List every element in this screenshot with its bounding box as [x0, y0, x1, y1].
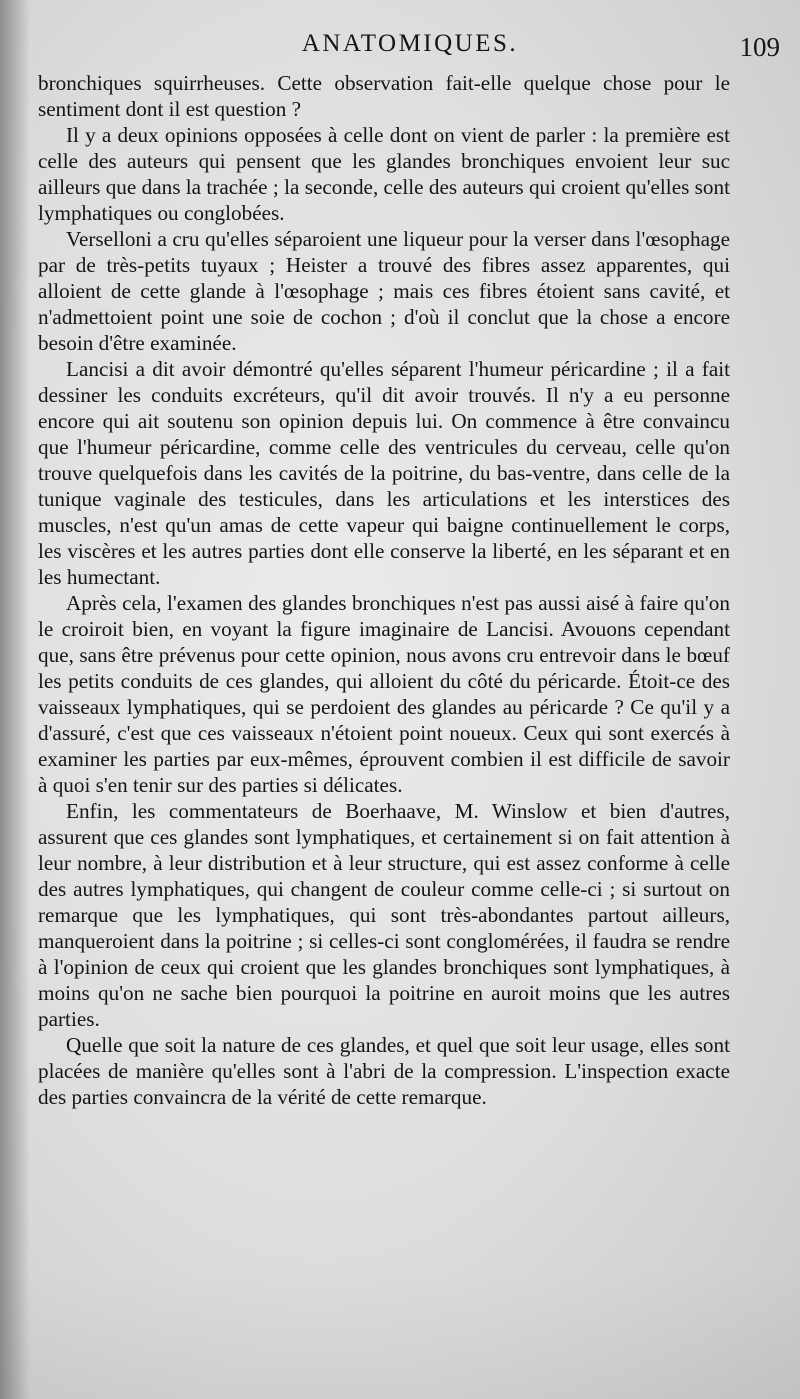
paragraph: Quelle que soit la nature de ces glandes, et quel que soit leur usage, elles sont placées de manière qu'elles sont à l'abri de la compression. L'inspection exacte des parties convaincra de la vérité de cette remarque.: [38, 1033, 730, 1109]
page-number: 109: [739, 32, 780, 62]
bottom-margin: [0, 1269, 800, 1399]
gutter-shadow: [0, 0, 30, 1399]
paragraph: Après cela, l'examen des glandes bronchiques n'est pas aussi aisé à faire qu'on le croiroit bien, en voyant la figure imaginaire de Lancisi. Avouons cependant que, sans être prévenus pour cette opinion, nous avons cru entrevoir dans le bœuf les petits conduits de ces glandes, qui alloient du côté du péricarde. Étoit-ce des vaisseaux lymphatiques, qui se perdoient des glandes au péricarde ? Ce qu'il y a d'assuré, c'est que ces vaisseaux n'étoient point noueux. Ceux qui sont exercés à examiner les parties par eux-mêmes, éprouvent combien il est difficile de savoir à quoi s'en tenir sur des parties si délicates.: [38, 591, 730, 797]
paragraph: Il y a deux opinions opposées à celle dont on vient de parler : la première est celle des auteurs qui pensent que les glandes bronchiques envoient leur suc ailleurs que dans la trachée ; la seconde, celle des auteurs qui croient qu'elles sont lymphatiques ou conglobées.: [38, 123, 730, 225]
body-text: [38, 70, 730, 1110]
page-header: [40, 22, 780, 70]
running-title: ANATOMIQUES.: [301, 30, 519, 57]
paragraph: bronchiques squirrheuses. Cette observation fait-elle quelque chose pour le sentiment dont il est question ?: [38, 71, 730, 121]
paragraph: Lancisi a dit avoir démontré qu'elles séparent l'humeur péricardine ; il a fait dessiner les conduits excréteurs, qu'il dit avoir trouvés. Il n'y a eu personne encore qui ait soutenu son opinion depuis lui. On commence à être convaincu que l'humeur péricardine, comme celle des ventricules du cerveau, celle qu'on trouve quelquefois dans les cavités de la poitrine, du bas-ventre, dans celle de la tunique vaginale des testicules, dans les articulations et les interstices des muscles, n'est qu'un amas de cette vapeur qui baigne continuellement le corps, les viscères et les autres parties dont elle conserve la liberté, en les séparant et en les humectant.: [38, 357, 730, 589]
paragraph: Enfin, les commentateurs de Boerhaave, M. Winslow et bien d'autres, assurent que ces glandes sont lymphatiques, et certainement si on fait attention à leur nombre, à leur distribution et à leur structure, qui est assez conforme à celle des autres lymphatiques, qui changent de couleur comme celle-ci ; si surtout on remarque que les lymphatiques, qui sont très-abondantes partout ailleurs, manqueroient dans la poitrine ; si celles-ci sont conglomérées, il faudra se rendre à l'opinion de ceux qui croient que les glandes bronchiques sont lymphatiques, à moins qu'on ne sache bien pourquoi la poitrine en auroit moins que les autres parties.: [38, 799, 730, 1031]
paragraph: Verselloni a cru qu'elles séparoient une liqueur pour la verser dans l'œsophage par de très-petits tuyaux ; Heister a trouvé des fibres assez apparentes, qui alloient de cette glande à l'œsophage ; mais ces fibres étoient sans cavité, et n'admettoient point une soie de cochon ; d'où il conclut que la chose a encore besoin d'être examinée.: [38, 227, 730, 355]
